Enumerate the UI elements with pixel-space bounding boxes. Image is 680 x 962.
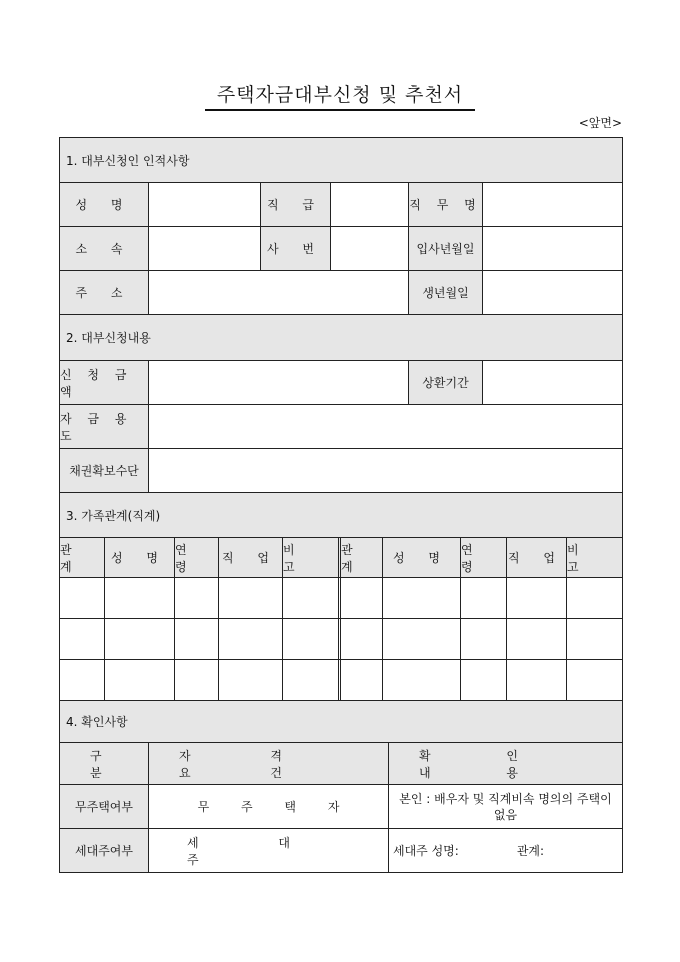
emp-no-label: 사 번 (260, 227, 330, 270)
family-cell[interactable] (506, 578, 566, 618)
section1-header: 1. 대부신청인 인적사항 (60, 138, 622, 182)
family-cell[interactable] (282, 578, 338, 618)
dept-label: 소 속 (60, 227, 148, 270)
family-col-age: 연 령 (174, 538, 218, 577)
join-date-label: 입사년월일 (408, 227, 482, 270)
security-field[interactable] (148, 449, 622, 492)
family-cell[interactable] (104, 578, 174, 618)
confirm-col-type: 구 분 (90, 748, 138, 780)
row-usage (60, 404, 622, 448)
family-col-name-2: 성 명 (382, 538, 460, 577)
section2-header: 2. 대부신청내용 (60, 314, 622, 360)
name-field[interactable] (148, 183, 260, 226)
duty-label: 직 무 명 (408, 183, 482, 226)
row-name (60, 182, 622, 226)
housing-requirement: 무 주 택 자 (148, 785, 388, 828)
family-cell[interactable] (382, 660, 460, 700)
family-cell[interactable] (282, 619, 338, 659)
emp-no-field[interactable] (330, 227, 408, 270)
family-cell[interactable] (338, 578, 382, 618)
amount-field[interactable] (148, 361, 408, 404)
householder-label: 세대주여부 (60, 829, 148, 872)
family-header-row (60, 537, 622, 577)
family-cell[interactable] (174, 660, 218, 700)
family-cell[interactable] (104, 619, 174, 659)
family-cell[interactable] (506, 660, 566, 700)
family-col-age-2: 연 령 (460, 538, 506, 577)
family-cell[interactable] (460, 619, 506, 659)
family-cell[interactable] (506, 619, 566, 659)
family-cell[interactable] (382, 578, 460, 618)
period-field[interactable] (482, 361, 622, 404)
family-cell[interactable] (104, 660, 174, 700)
family-cell[interactable] (60, 619, 104, 659)
security-label: 채권확보수단 (60, 449, 148, 492)
usage-label: 자 금 용 도 (60, 405, 148, 448)
confirm-row-housing (60, 784, 622, 828)
family-col-job-2: 직 업 (506, 538, 566, 577)
family-col-job: 직 업 (218, 538, 282, 577)
confirm-col-content: 확 인 내 용 (388, 743, 622, 784)
family-cell[interactable] (460, 660, 506, 700)
family-cell[interactable] (566, 619, 622, 659)
confirm-header-row (60, 742, 622, 784)
dept-field[interactable] (148, 227, 260, 270)
family-row (60, 618, 622, 659)
householder-relation-label: 관계: (516, 844, 545, 858)
family-cell[interactable] (282, 660, 338, 700)
family-cell[interactable] (60, 660, 104, 700)
family-col-name: 성 명 (104, 538, 174, 577)
amount-label: 신 청 금 액 (60, 361, 148, 404)
family-cell[interactable] (566, 578, 622, 618)
family-cell[interactable] (338, 619, 382, 659)
rank-label: 직 급 (260, 183, 330, 226)
family-cell[interactable] (218, 578, 282, 618)
name-label: 성 명 (60, 183, 148, 226)
confirm-row-householder (60, 828, 622, 872)
join-date-field[interactable] (482, 227, 622, 270)
row-amount (60, 360, 622, 404)
document-title: 주택자금대부신청 및 추천서 (0, 80, 680, 107)
side-label: <앞면> (578, 116, 622, 130)
family-cell[interactable] (566, 660, 622, 700)
section3-header: 3. 가족관계(직계) (60, 492, 622, 537)
householder-confirm[interactable] (388, 829, 622, 872)
family-col-note: 비 고 (282, 538, 338, 577)
family-cell[interactable] (60, 578, 104, 618)
householder-requirement: 세 대 주 (148, 829, 388, 872)
confirm-col-req: 자 격 요 건 (148, 743, 388, 784)
section4-header: 4. 확인사항 (60, 700, 622, 742)
housing-label: 무주택여부 (60, 785, 148, 828)
family-cell[interactable] (338, 660, 382, 700)
row-address (60, 270, 622, 314)
householder-name-label: 세대주 성명: (393, 844, 459, 858)
birth-label: 생년월일 (408, 271, 482, 314)
family-col-note-2: 비 고 (566, 538, 622, 577)
duty-field[interactable] (482, 183, 622, 226)
family-cell[interactable] (174, 578, 218, 618)
family-cell[interactable] (382, 619, 460, 659)
housing-confirm: 본인 : 배우자 및 직계비속 명의의 주택이 없음 (388, 785, 622, 828)
row-security (60, 448, 622, 492)
family-col-relation: 관 계 (60, 542, 82, 574)
address-field[interactable] (148, 271, 408, 314)
family-col-relation-2: 관 계 (338, 538, 382, 577)
family-cell[interactable] (174, 619, 218, 659)
family-cell[interactable] (218, 660, 282, 700)
family-cell[interactable] (218, 619, 282, 659)
rank-field[interactable] (330, 183, 408, 226)
family-row (60, 577, 622, 618)
family-cell[interactable] (460, 578, 506, 618)
birth-field[interactable] (482, 271, 622, 314)
usage-field[interactable] (148, 405, 622, 448)
address-label: 주 소 (60, 271, 148, 314)
period-label: 상환기간 (408, 361, 482, 404)
application-form (59, 137, 623, 873)
family-row (60, 659, 622, 700)
row-dept (60, 226, 622, 270)
